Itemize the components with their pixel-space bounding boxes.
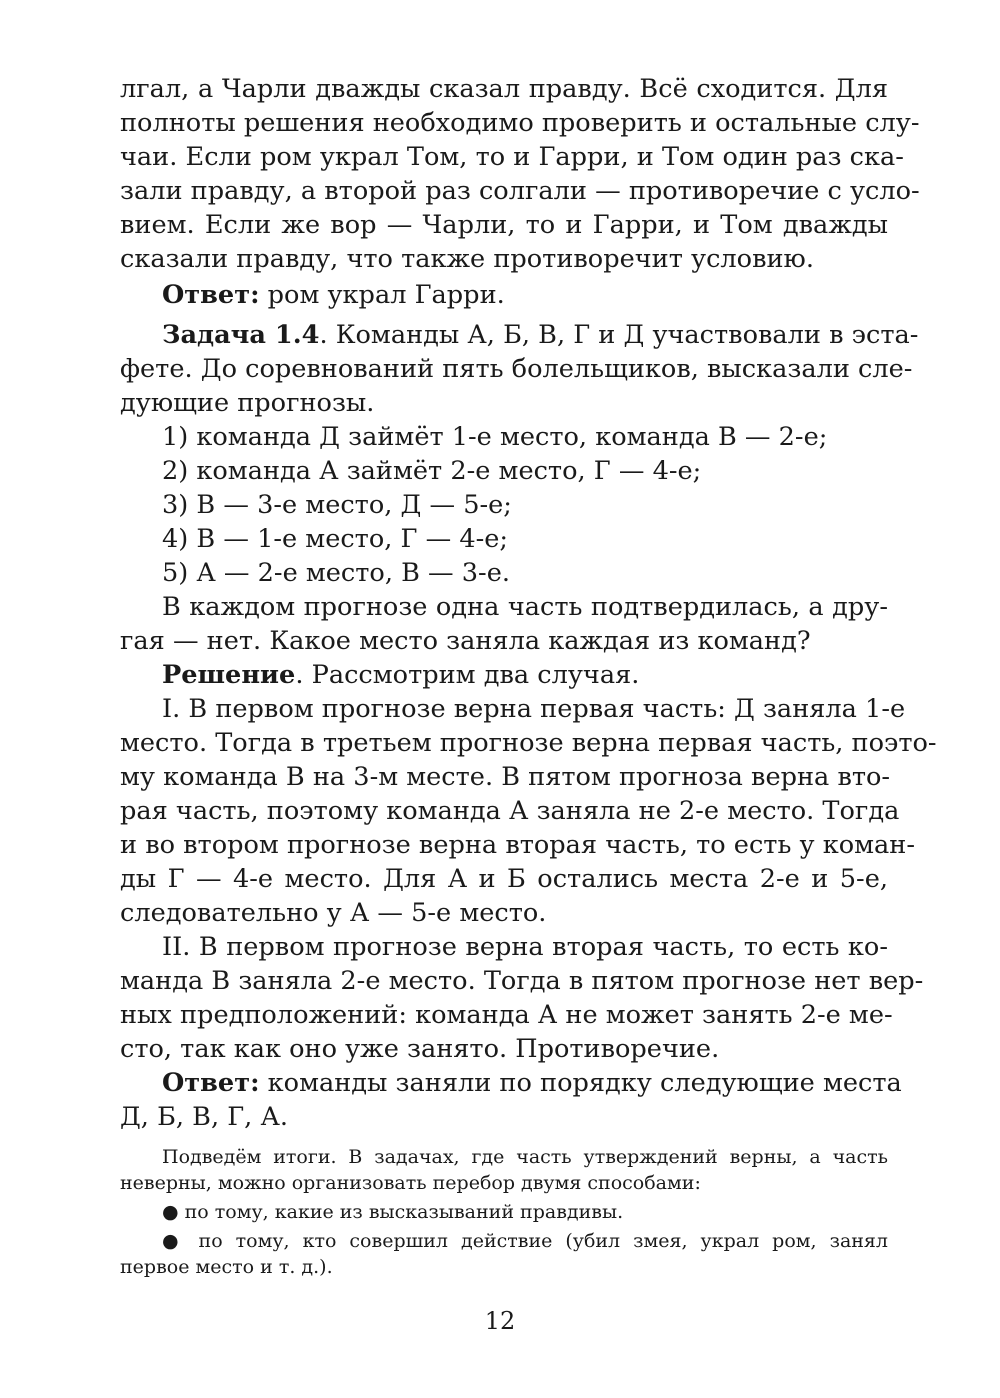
task-heading-line (162, 318, 919, 352)
text-line: II. В первом прогнозе верна вторая часть, то есть ко- (162, 932, 888, 962)
text-line: В каждом прогнозе одна часть подтвердилась, а дру- (162, 592, 888, 622)
prediction-item: 4) В — 1-е место, Г — 4-е; (162, 524, 509, 554)
prediction-item: 2) команда А займёт 2-е место, Г — 4-е; (162, 456, 702, 486)
solution-heading-line (162, 658, 888, 692)
text-line: дующие прогнозы. (120, 388, 375, 418)
text-line: сказали правду, что также противоречит условию. (120, 244, 814, 274)
text-line: место. Тогда в третьем прогнозе верна первая часть, поэто- (120, 728, 937, 758)
summary-bullet: ● по тому, кто совершил действие (убил змея, украл ром, занял (162, 1230, 888, 1252)
text-line: зали правду, а второй раз солгали — противоречие с усло- (120, 176, 920, 206)
prediction-item: 3) В — 3-е место, Д — 5-е; (162, 490, 512, 520)
summary-bullet: ● по тому, какие из высказываний правдивы. (162, 1201, 624, 1223)
text-line: следовательно у А — 5-е место. (120, 898, 547, 928)
summary-line: первое место и т. д.). (120, 1256, 333, 1278)
text-line: манда В заняла 2-е место. Тогда в пятом прогнозе нет вер- (120, 966, 924, 996)
text-line: лгал, а Чарли дважды сказал правду. Всё сходится. Для (120, 74, 888, 104)
answer-line (162, 278, 888, 312)
text-line: сто, так как оно уже занято. Противоречие. (120, 1034, 720, 1064)
answer-text: ром украл Гарри. (259, 280, 505, 310)
solution-label: Решение (162, 660, 296, 690)
prediction-item: 1) команда Д займёт 1-е место, команда В — 2-е; (162, 422, 828, 452)
summary-line: Подведём итоги. В задачах, где часть утверждений верны, а часть (162, 1146, 888, 1168)
page-number: 12 (484, 1307, 516, 1335)
text-line: му команда В на 3-м месте. В пятом прогноза верна вто- (120, 762, 891, 792)
text-line: I. В первом прогнозе верна первая часть: Д заняла 1-е (162, 694, 906, 724)
text-line: гая — нет. Какое место заняла каждая из команд? (120, 626, 811, 656)
solution-intro: . Рассмотрим два случая. (295, 660, 640, 690)
task-label: Задача 1.4 (162, 320, 320, 350)
answer-line (162, 1066, 902, 1100)
answer-label: Ответ: (162, 1068, 260, 1098)
text-line: рая часть, поэтому команда А заняла не 2-е место. Тогда (120, 796, 900, 826)
text-line: фете. До соревнований пять болельщиков, высказали сле- (120, 354, 913, 384)
text-line: вием. Если же вор — Чарли, то и Гарри, и Том дважды (120, 210, 888, 240)
text-line: полноты решения необходимо проверить и остальные слу- (120, 108, 920, 138)
text-line: Д, Б, В, Г, А. (120, 1102, 288, 1132)
prediction-item: 5) А — 2-е место, В — 3-е. (162, 558, 510, 588)
text-line: ды Г — 4-е место. Для А и Б остались места 2-е и 5-е, (120, 864, 888, 894)
text-line: и во втором прогнозе верна вторая часть, то есть у коман- (120, 830, 915, 860)
task-text: . Команды А, Б, В, Г и Д участвовали в эста- (319, 320, 919, 350)
text-line: ных предположений: команда А не может занять 2-е ме- (120, 1000, 893, 1030)
text-line: чаи. Если ром украл Том, то и Гарри, и Том один раз ска- (120, 142, 904, 172)
answer-label: Ответ: (162, 280, 260, 310)
summary-line: неверны, можно организовать перебор двумя способами: (120, 1172, 701, 1194)
answer-text: команды заняли по порядку следующие места (259, 1068, 902, 1098)
